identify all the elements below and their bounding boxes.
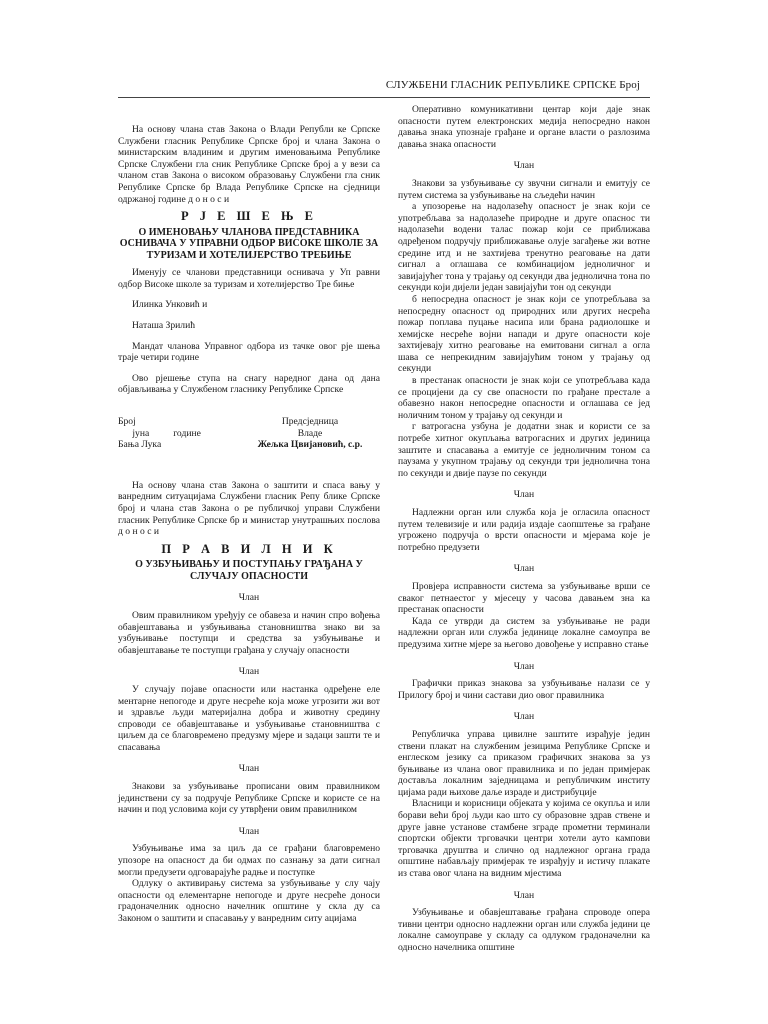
article-heading: Члан <box>238 592 260 604</box>
rulebook-intro: На основу члана став Закона о заштити и спаса вању у ванредним ситуацијама Службени гласник Репу блике Српске број и члана став Закона о ре публичкој управи Службени гласник Републике Српске бр и министар унутрашњих послова д о н о с и <box>118 479 380 538</box>
article-heading: Члан <box>513 660 535 672</box>
decision-title: Р Ј Е Ш Е Њ Е <box>181 209 317 224</box>
sig-date: јуна године <box>118 427 201 439</box>
signature-block <box>118 416 380 451</box>
decision-subtitle: О ИМЕНОВАЊУ ЧЛАНОВА ПРЕДСТАВНИКА ОСНИВАЧА У УПРАВНИ ОДБОР ВИСОКЕ ШКОЛЕ ЗА ТУРИЗАМ И ХОТЕЛИЈЕРСТВО ТРЕБИЊЕ <box>119 226 379 261</box>
article-10: Узбуњивање и обавјештавање грађана спроводе опера тивни центри односно надлежни орган или служба једини це локалне самоуправе у складу са одлуком градоначелни ка односно начелника општине <box>398 907 650 953</box>
article-heading: Члан <box>513 563 535 575</box>
article-5-item-a: а упозорење на надолазећу опасност је знак који се употребљава за надолазеће природне и друге опаснос ти надолазећи водени талас пожар који се приближава одређеном подручју приближавање олује загађење жи вотне средине итд и не захтијева тренутно реаговање на дати сигнал а оглашава се комбинацијом једноличног и завијајућег тона у трајању од секунди два једнолична тона по секунди који дијели један завијајући тон од секунди <box>398 201 650 294</box>
page-header: СЛУЖБЕНИ ГЛАСНИК РЕПУБЛИКЕ СРПСКЕ Број <box>385 79 640 91</box>
rulebook-title: П Р А В И Л Н И К <box>161 541 337 556</box>
article-9-paragraph-2: Власници и корисници објеката у којима се окупља и или борави већи број људи као што су образовне здрав ствене и друге јавне установе стамбене зграде прометни терминали спортски објекти трговачки центри хотели ауто кампови трговачка друштва и слично од надлежног органа града општине набављају примјерак те израђују и истичу плакате из става овог члана на видним мјестима <box>398 798 650 880</box>
article-heading: Члан <box>238 763 260 775</box>
header-rule <box>118 97 650 98</box>
rulebook-subtitle: О УЗБУЊИВАЊУ И ПОСТУПАЊУ ГРАЂАНА У СЛУЧАЈУ ОПАСНОСТИ <box>135 559 363 582</box>
article-6: Надлежни орган или служба која је огласила опасност путем телевизије и или радија издаје саопштење за грађане угрожено подручја о врсти опасности и мјерама које је потребно предузети <box>398 507 650 553</box>
article-7-paragraph-1: Провјера исправности система за узбуњивање врши се сваког петнаестог у мјесецу у часова давањем зна ка престанак опасности <box>398 580 650 616</box>
sig-number: Број <box>118 416 136 427</box>
decision-paragraph-3: Ово рјешење ступа на снагу наредног дана од дана објављивања у Службеном гласнику Републике Српске <box>118 372 380 396</box>
sig-role: Предсједница <box>281 416 339 427</box>
article-heading: Члан <box>238 825 260 837</box>
article-heading: Члан <box>513 711 535 723</box>
right-column <box>398 104 650 954</box>
article-7-paragraph-2: Када се утврди да систем за узбуњивање не ради надлежни орган или служба јединице локалне самоупра ве предузима хитне мјере за његово довођење у исправно стање <box>398 615 650 650</box>
article-4-paragraph-2: Одлуку о активирању система за узбуњивање у слу чају опасности од елементарне непогоде и друге несреће доноси градоначелник односно начелник општине у скла ду са Законом о заштити и спасавању у ванредним ситу ацијама <box>118 878 380 924</box>
article-9-paragraph-1: Републичка управа цивилне заштите израђује једин ствени плакат на службеним језицима Републике Српске и енглеском језику са приказом графичких знакова за уз буњивање из члана овог правилника и по један примјерак доставља локалним заједницама и републичким институ цијама ради њихове даље израде и дистрибуције <box>398 728 650 798</box>
sig-name: Жељка Цвијановић, с.р. <box>257 439 363 451</box>
article-5-item-b: б непосредна опасност је знак који се употребљава за непосредну опасност од природних или других несрећа пожар поплава пуцање насипа или брана радиолошке и хемијске несреће војни напади и друге опасности које захтијевају хитно реаговање на емитовани сигнал а огла шава се непрекидним завијајућим тоном у трајању од секунди <box>398 293 650 375</box>
decision-intro: На основу члана став Закона о Влади Републи ке Српске Службени гласник Републике Српске број и члана Закона о министарским владиним и другим именовањима Републике Српске Службени гла сник Републике Српске број а у вези са чланом став Закона о високом образовању Службени гла сник Републике Српске бр Влада Републике Српске на сједници одржаној годинe д о н о с и <box>118 124 380 205</box>
sig-place: Бања Лука <box>118 439 162 451</box>
decision-paragraph-1: Именују се чланови представници оснивача у Уп равни одбор Високе школе за туризам и хотелијерство Тре биње <box>118 267 380 290</box>
article-8: Графички приказ знакова за узбуњивање налази се у Прилогу број и чини састави дио овог правилника <box>398 678 650 701</box>
article-2: У случају појаве опасности или настанка одређене еле ментарне непогоде и друге несреће која може угрозити жи вот и здравље људи материјална добра и животну средину спроводи се обавјештавање и узбуњивање становништва с циљем да се благовремено предузму мјере и задаци зашти те и спасавања <box>118 683 380 753</box>
appointee-name-1: Илинка Унковић и <box>132 299 208 311</box>
article-heading: Члан <box>513 160 535 172</box>
article-4-paragraph-1: Узбуњивање има за циљ да се грађани благовремено упозоре на опасност да би одмах по сазнању за дати сигнал могли предузети одговарајуће радње и поступке <box>118 843 380 878</box>
article-heading: Члан <box>238 666 260 678</box>
article-3: Знакови за узбуњивање прописани овим правилником јединствени су за подручје Републике Српске и користе се на начин и под условима који су утврђени овим правилником <box>118 781 380 816</box>
appointee-name-2: Наташа Зрилић <box>132 320 196 332</box>
article-4-paragraph-3: Оперативно комуникативни центар који даје знак опасности путем електронских медија непосредно након давања знака упознаје грађане и органе власти о разлозима давања знака опасности <box>398 104 650 150</box>
article-5-item-g: г ватрогасна узбуна је додатни знак и користи се за потребе хитног окупљања ватрогасних и других јединица заштите и спасавања а емитује се једноличним тоном са паузама у укупном трајању од секунди три једнолична тона по секунди и двије паузе по секунди <box>398 421 650 479</box>
sig-body: Владе <box>297 427 323 439</box>
article-1: Овим правилником уређују се обавеза и начин спро вођења обавјештавања и узбуњивања становништва знако ви за узбуњивање поступци и средства за узбуњивање и обавјештавање те поступци грађана у случају опасности <box>118 609 380 656</box>
article-5-intro: Знакови за узбуњивање су звучни сигнали и емитују се путем система за узбуњивање на сљедећи начин <box>398 177 650 201</box>
decision-paragraph-2: Мандат чланова Управног одбора из тачке овог рје шења траје четири године <box>118 340 380 364</box>
left-column <box>118 104 380 925</box>
article-5-item-v: в престанак опасности је знак који се употребљава када се процијени да су све опасности по грађане престале а обавезно након непосредне опасности и оглашава се јед ноличним тоном у трајању од секунди и <box>398 375 650 421</box>
article-heading: Члан <box>513 489 535 501</box>
article-heading: Члан <box>513 889 535 901</box>
